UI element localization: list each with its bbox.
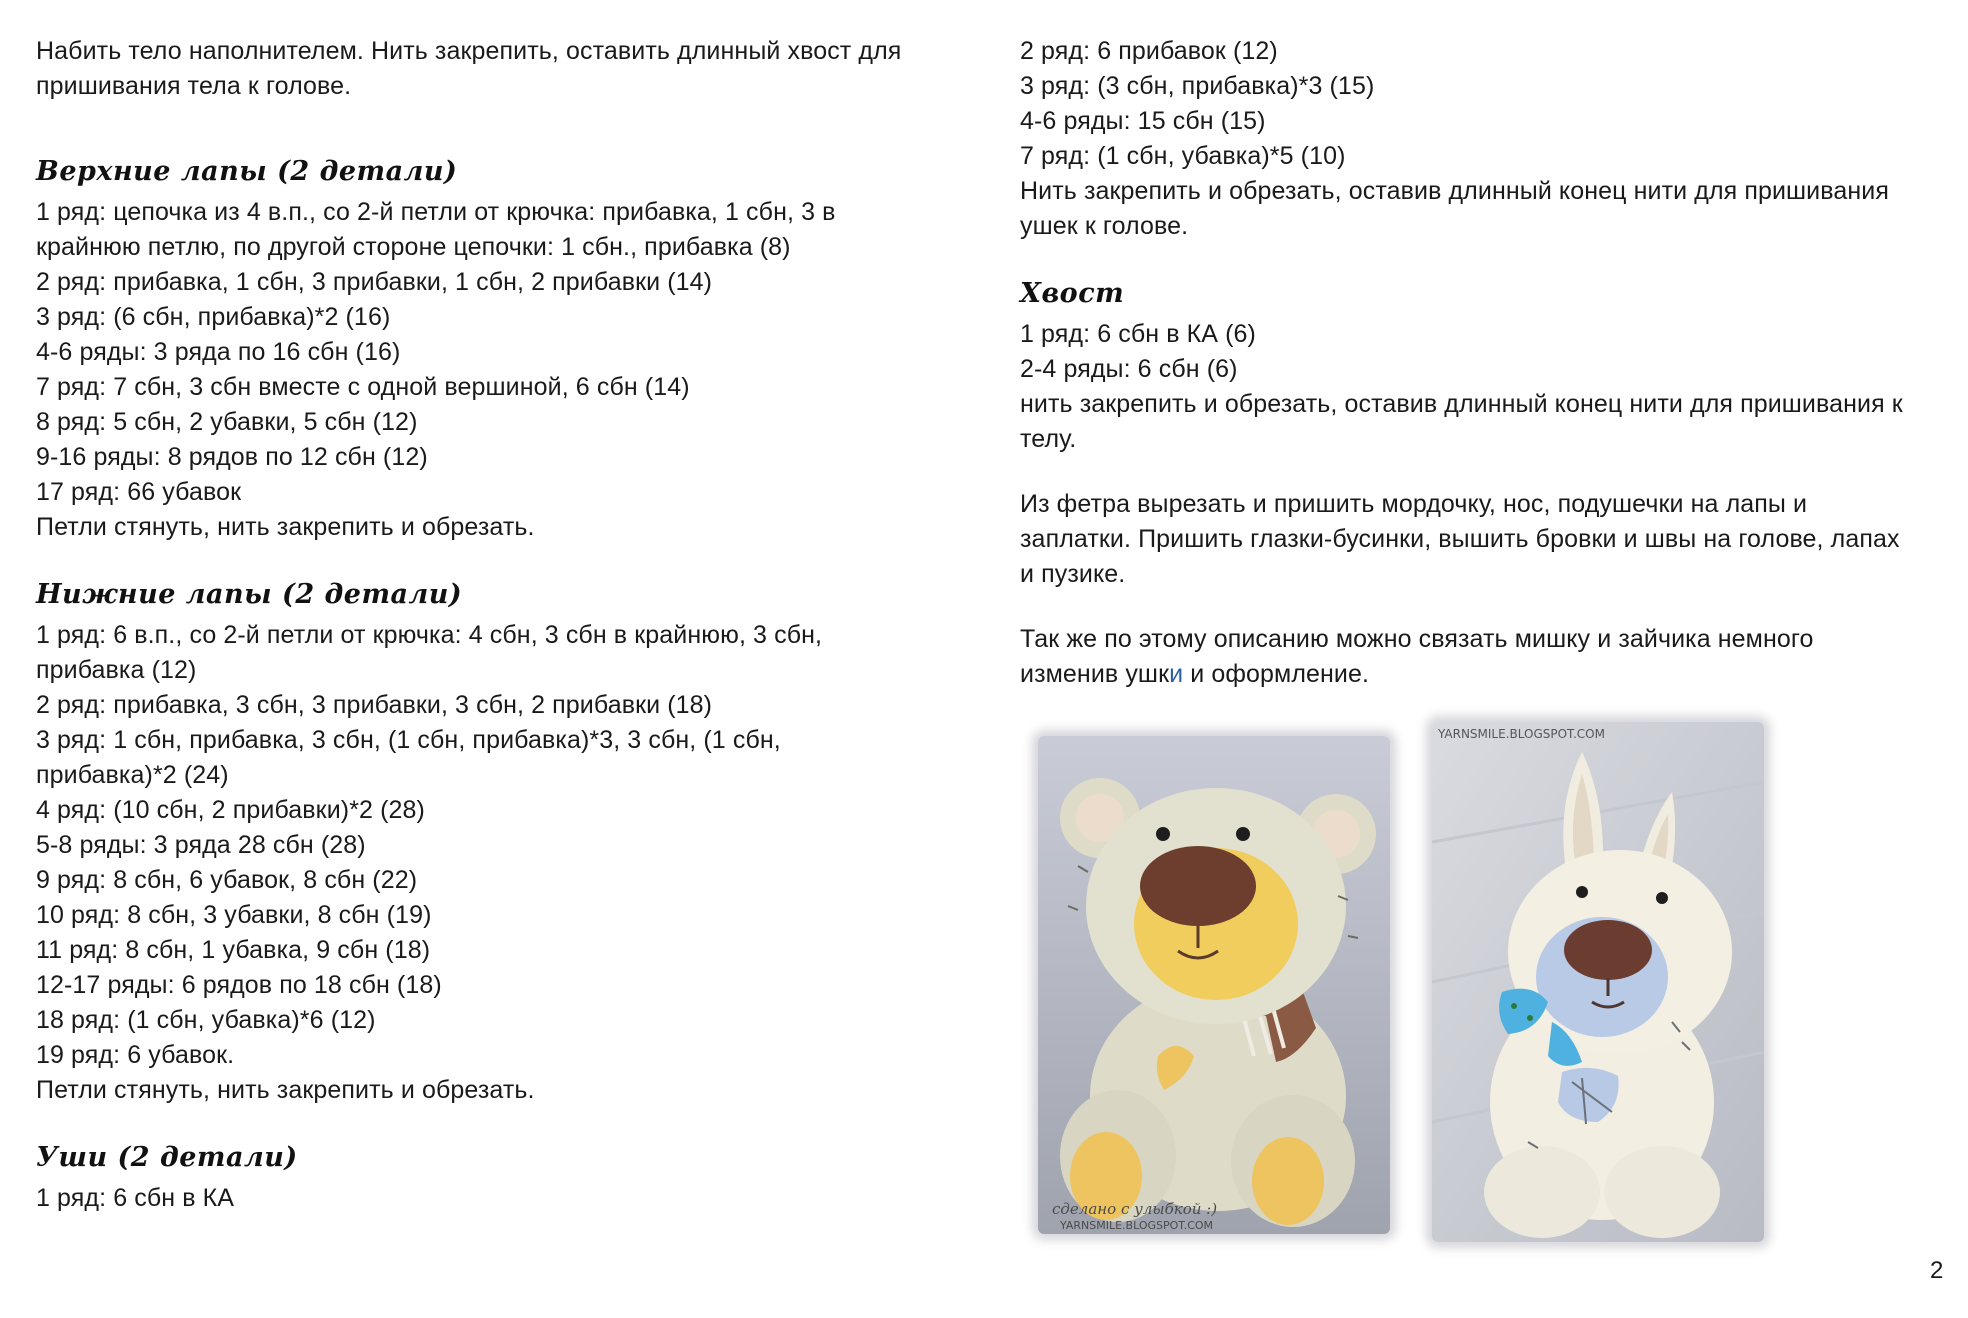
lower-paws-line: 2 ряд: прибавка, 3 сбн, 3 прибавки, 3 сбн, 2 прибавки (18) <box>36 691 713 719</box>
lower-paws-line: 1 ряд: 6 в.п., со 2-й петли от крючка: 4 сбн, 3 сбн в крайнюю, 3 сбн, <box>36 621 823 649</box>
lower-paws-line: 18 ряд: (1 сбн, убавка)*6 (12) <box>36 1006 376 1034</box>
upper-paws-line: 1 ряд: цепочка из 4 в.п., со 2-й петли от крючка: прибавка, 1 сбн, 3 в <box>36 198 836 226</box>
upper-paws-line: 2 ряд: прибавка, 1 сбн, 3 прибавки, 1 сбн, 2 прибавки (14) <box>36 268 713 296</box>
upper-paws-line: Петли стянуть, нить закрепить и обрезать. <box>36 513 535 541</box>
ears-line: 3 ряд: (3 сбн, прибавка)*3 (15) <box>1020 72 1375 100</box>
lower-paws-line: прибавка)*2 (24) <box>36 761 229 789</box>
upper-paws-line: 3 ряд: (6 сбн, прибавка)*2 (16) <box>36 303 391 331</box>
bear-watermark-text: сделано с улыбкой :) <box>1052 1200 1218 1218</box>
lower-paws-line: 11 ряд: 8 сбн, 1 убавка, 9 сбн (18) <box>36 936 431 964</box>
upper-paws-line: 7 ряд: 7 сбн, 3 сбн вместе с одной вершиной, 6 сбн (14) <box>36 373 690 401</box>
ears-line: 1 ряд: 6 сбн в КА <box>36 1184 235 1212</box>
intro-line: пришивания тела к голове. <box>36 72 352 100</box>
bear-watermark-url: YARNSMILE.BLOGSPOT.COM <box>1060 1219 1214 1232</box>
felt-line: Из фетра вырезать и пришить мордочку, нос, подушечки на лапы и <box>1020 490 1808 518</box>
upper-paws-line: 9-16 ряды: 8 рядов по 12 сбн (12) <box>36 443 428 471</box>
page-number: 2 <box>1930 1257 1944 1284</box>
bear-illustration <box>1038 736 1390 1234</box>
upper-paws-line: 17 ряд: 66 убавок <box>36 478 242 506</box>
lower-paws-line: 5-8 ряды: 3 ряда 28 сбн (28) <box>36 831 366 859</box>
lower-paws-line: Петли стянуть, нить закрепить и обрезать. <box>36 1076 535 1104</box>
tail-heading: Хвост <box>1020 278 1125 309</box>
upper-paws-heading: Верхние лапы (2 детали) <box>36 156 458 187</box>
variant-line <box>1020 657 1950 692</box>
left-column <box>36 34 956 1216</box>
ears-line: 7 ряд: (1 сбн, убавка)*5 (10) <box>1020 142 1346 170</box>
lower-paws-line: прибавка (12) <box>36 656 197 684</box>
upper-paws-line: 4-6 ряды: 3 ряда по 16 сбн (16) <box>36 338 401 366</box>
variant-accent-letter: и <box>1169 660 1184 688</box>
tail-line: нить закрепить и обрезать, оставив длинный конец нити для пришивания к <box>1020 390 1903 418</box>
ears-line: 4-6 ряды: 15 сбн (15) <box>1020 107 1266 135</box>
bear-photo <box>1038 736 1390 1234</box>
ears-heading: Уши (2 детали) <box>36 1142 298 1173</box>
tail-line: 2-4 ряды: 6 сбн (6) <box>1020 355 1238 383</box>
photo-pair <box>1030 722 1780 1250</box>
lower-paws-line: 19 ряд: 6 убавок. <box>36 1041 235 1069</box>
felt-line: заплатки. Пришить глазки-бусинки, вышить бровки и швы на голове, лапах <box>1020 525 1900 553</box>
felt-line: и пузике. <box>1020 560 1126 588</box>
tail-line: телу. <box>1020 425 1077 453</box>
bunny-watermark-url: YARNSMILE.BLOGSPOT.COM <box>1438 727 1605 741</box>
lower-paws-line: 12-17 ряды: 6 рядов по 18 сбн (18) <box>36 971 442 999</box>
variant-text: изменив ушк <box>1020 660 1170 688</box>
variant-line: Так же по этому описанию можно связать мишку и зайчика немного <box>1020 625 1814 653</box>
ears-line: 2 ряд: 6 прибавок (12) <box>1020 37 1278 65</box>
bunny-photo <box>1432 722 1764 1242</box>
variant-text: и оформление. <box>1183 660 1370 688</box>
bunny-illustration <box>1432 722 1764 1242</box>
upper-paws-line: 8 ряд: 5 сбн, 2 убавки, 5 сбн (12) <box>36 408 418 436</box>
tail-line: 1 ряд: 6 сбн в КА (6) <box>1020 320 1256 348</box>
intro-line: Набить тело наполнителем. Нить закрепить, оставить длинный хвост для <box>36 37 902 65</box>
ears-line: Нить закрепить и обрезать, оставив длинный конец нити для пришивания <box>1020 177 1889 205</box>
ears-line: ушек к голове. <box>1020 212 1189 240</box>
lower-paws-line: 10 ряд: 8 сбн, 3 убавки, 8 сбн (19) <box>36 901 432 929</box>
right-column <box>1020 34 1950 692</box>
lower-paws-line: 4 ряд: (10 сбн, 2 прибавки)*2 (28) <box>36 796 425 824</box>
lower-paws-line: 9 ряд: 8 сбн, 6 убавок, 8 сбн (22) <box>36 866 418 894</box>
lower-paws-line: 3 ряд: 1 сбн, прибавка, 3 сбн, (1 сбн, прибавка)*3, 3 сбн, (1 сбн, <box>36 726 781 754</box>
upper-paws-line: крайнюю петлю, по другой стороне цепочки: 1 сбн., прибавка (8) <box>36 233 791 261</box>
lower-paws-heading: Нижние лапы (2 детали) <box>36 579 463 610</box>
